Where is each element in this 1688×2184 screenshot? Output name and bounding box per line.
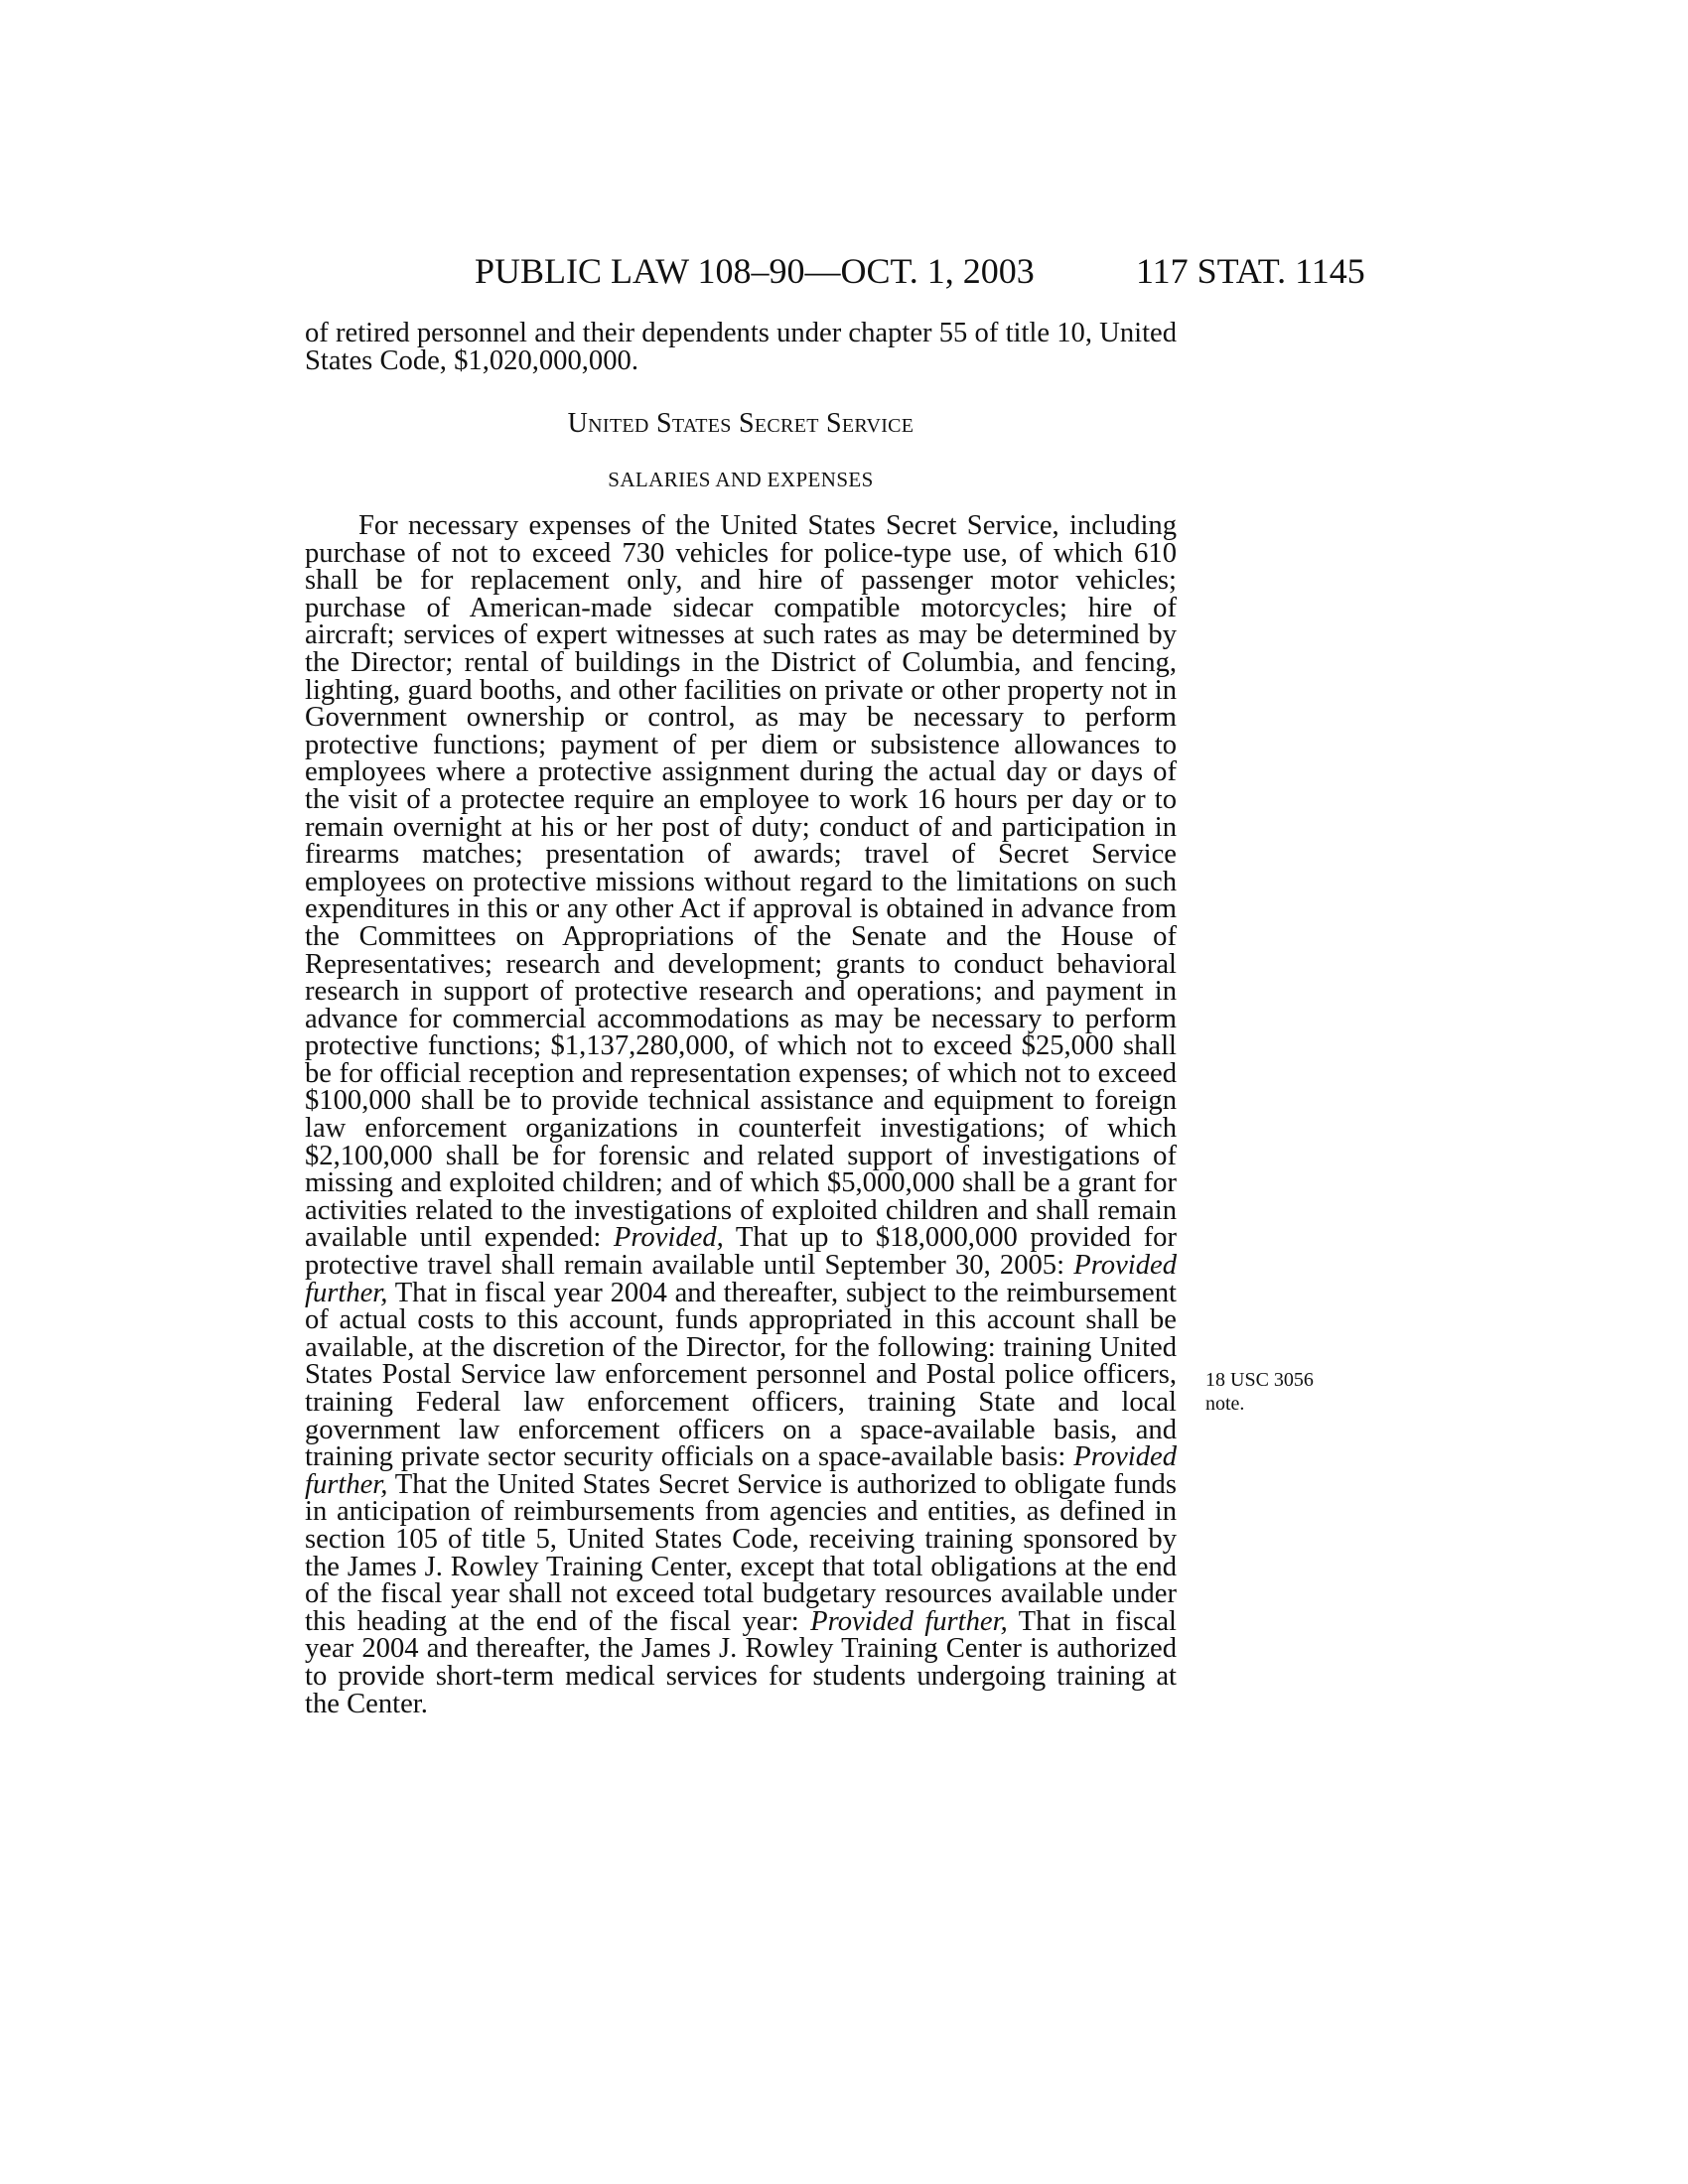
paragraph-text-part-2: That up to $18,000,000 provided for protective travel shall remain available until September 30, 2005: xyxy=(305,1222,1177,1282)
margin-citation-line: 18 USC 3056 xyxy=(1205,1369,1314,1391)
proviso-label: Provided further, xyxy=(810,1605,1008,1637)
agency-heading: United States Secret Service xyxy=(567,408,914,439)
proviso-label: Provided further, xyxy=(305,1441,1177,1500)
account-heading: SALARIES AND EXPENSES xyxy=(608,468,874,491)
proviso-label: Provided, xyxy=(613,1222,724,1254)
continuation-paragraph: of retired personnel and their dependents under chapter 55 of title 10, United States Code, $1,020,000,000. xyxy=(305,318,1177,376)
paragraph-text-part-5: That in fiscal year 2004 and thereafter, the James J. Rowley Training Center is authorized to provide short-term medical services for students undergoing training at the Center. xyxy=(305,1605,1177,1719)
appropriation-paragraph xyxy=(305,512,1177,1717)
running-head-law-title: PUBLIC LAW 108–90—OCT. 1, 2003 xyxy=(475,251,1035,291)
margin-citation-line: note. xyxy=(1205,1393,1245,1415)
paragraph-text-part-3: That in fiscal year 2004 and thereafter, subject to the reimbursement of actual costs to this account, funds appropriated in this account shall be available, at the discretion of the Director, for the following: training United States Postal Service law enforcement personnel and Postal police officers, training Federal law enforcement officers, training State and local government law enforcement officers on a space-available basis, and training private sector security officials on a space-available basis: xyxy=(305,1277,1177,1473)
proviso-label: Provided further, xyxy=(305,1250,1177,1308)
running-head-stat-ref: 117 STAT. 1145 xyxy=(1136,251,1365,291)
paragraph-text-part-4: That the United States Secret Service is authorized to obligate funds in anticipation of reimbursements from agencies and entities, as defined in section 105 of title 5, United States Code, receiving training sponsored by the James J. Rowley Training Center, except that total obligations at the end of the fiscal year shall not exceed total budgetary resources available under this heading at the end of the fiscal year: xyxy=(305,1468,1177,1637)
paragraph-text-part-1: For necessary expenses of the United States Secret Service, including purchase of not to exceed 730 vehicles for police-type use, of which 610 shall be for replacement only, and hire of passenger motor vehicles; purchase of American-made sidecar compatible motorcycles; hire of aircraft; services of expert witnesses at such rates as may be determined by the Director; rental of buildings in the District of Columbia, and fencing, lighting, guard booths, and other facilities on private or other property not in Government ownership or control, as may be necessary to perform protective functions; payment of per diem or subsistence allowances to employees where a protective assignment during the actual day or days of the visit of a protectee require an employee to work 16 hours per day or to remain overnight at his or her post of duty; conduct of and participation in firearms matches; presentation of awards; travel of Secret Service employees on protective missions without regard to the limitations on such expenditures in this or any other Act if approval is obtained in advance from the Committees on Appropriations of the Senate and the House of Representatives; research and development; grants to conduct behavioral research in support of protective research and operations; and payment in advance for commercial accommodations as may be necessary to perform protective functions; $1,137,280,000, of which not to exceed $25,000 shall be for official reception and representation expenses; of which not to exceed $100,000 shall be to provide technical assistance and equipment to foreign law enforcement organizations in counterfeit investigations; of which $2,100,000 shall be for forensic and related support of investigations of missing and exploited children; and of which $5,000,000 shall be a grant for activities related to the investigations of exploited children and shall remain available until expended: xyxy=(305,510,1177,1254)
margin-citation-note xyxy=(1205,1368,1335,1416)
